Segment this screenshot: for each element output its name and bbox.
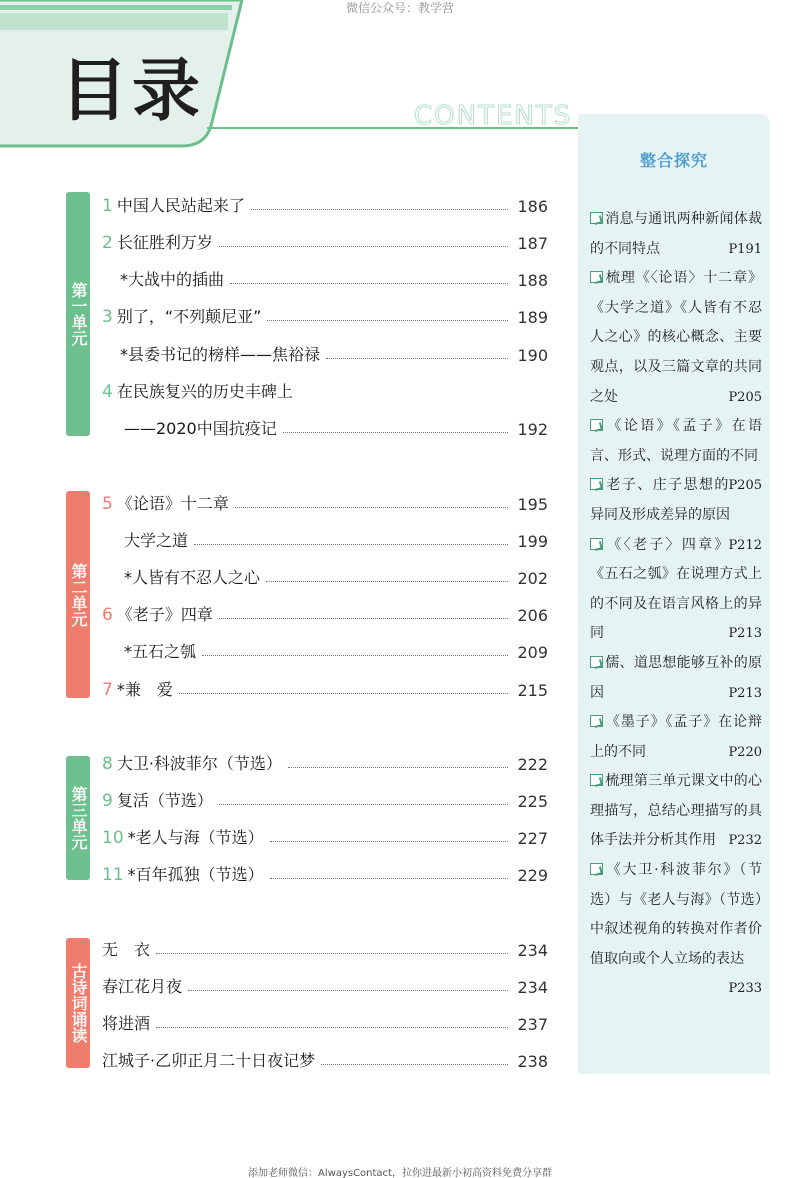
toc-entry[interactable] bbox=[102, 264, 548, 290]
integration-item[interactable] bbox=[590, 264, 762, 412]
toc-entry[interactable] bbox=[102, 488, 548, 514]
toc-leader bbox=[321, 1064, 508, 1065]
checkbox-icon bbox=[590, 271, 603, 283]
toc-leader bbox=[266, 581, 508, 582]
page-title: 目录 bbox=[60, 52, 205, 131]
toc-page: 186 bbox=[517, 197, 548, 216]
toc-leader bbox=[219, 804, 508, 805]
checkbox-icon bbox=[590, 538, 603, 550]
toc-leader bbox=[251, 209, 508, 210]
toc-title: 在民族复兴的历史丰碑上 bbox=[116, 382, 293, 401]
toc-leader bbox=[156, 1027, 508, 1028]
toc-leader bbox=[156, 953, 508, 954]
toc-leader bbox=[283, 432, 508, 433]
checkbox-icon bbox=[590, 478, 603, 490]
toc-number: 10 bbox=[102, 828, 124, 848]
unit-label-3: 第三单元 bbox=[66, 756, 90, 880]
toc-page: 187 bbox=[517, 234, 548, 253]
integration-item[interactable] bbox=[590, 708, 762, 767]
toc-number: 9 bbox=[102, 791, 113, 811]
toc-number: 3 bbox=[102, 307, 113, 327]
toc-title: 大卫·科波菲尔（节选） bbox=[116, 754, 282, 773]
unit-label-2: 第二单元 bbox=[66, 491, 90, 698]
toc-entry[interactable] bbox=[102, 748, 548, 774]
toc-page: 209 bbox=[517, 643, 548, 662]
integration-item[interactable] bbox=[590, 767, 762, 856]
toc-leader bbox=[219, 246, 508, 247]
toc-page: 229 bbox=[517, 866, 548, 885]
toc-leader bbox=[267, 320, 508, 321]
toc-entry[interactable] bbox=[102, 525, 548, 551]
toc-entry[interactable] bbox=[102, 859, 548, 885]
checkbox-icon bbox=[590, 774, 603, 786]
toc-leader bbox=[270, 878, 508, 879]
toc-title: 复活（节选） bbox=[116, 791, 213, 810]
toc-entry[interactable] bbox=[102, 376, 548, 402]
integration-item-page: P213 bbox=[728, 685, 762, 701]
toc-entry[interactable] bbox=[102, 190, 548, 216]
toc-title: 大学之道 bbox=[124, 531, 189, 550]
integration-item-text: 消息与通讯两种新闻体裁的不同特点 bbox=[590, 211, 762, 257]
toc-number: 1 bbox=[102, 196, 113, 216]
integration-item-text: 梳理第三单元课文中的心理描写，总结心理描写的具体手法并分析其作用 bbox=[590, 773, 762, 849]
toc-number: 7 bbox=[102, 680, 113, 700]
integration-item-text: 《论语》《孟子》在语言、形式、说理方面的不同 bbox=[590, 418, 762, 464]
toc-leader bbox=[288, 767, 508, 768]
toc-title: *兼 爱 bbox=[116, 680, 173, 699]
toc-entry[interactable] bbox=[102, 934, 548, 960]
contents-subtitle: CONTENTS bbox=[414, 101, 573, 131]
integration-item-text: 《〈老子〉四章》《五石之瓠》在说理方式上的不同及在语言风格上的异同 bbox=[590, 536, 762, 642]
integration-item-text: 儒、道思想能够互补的原因 bbox=[590, 654, 762, 701]
toc-title: ——2020中国抗疫记 bbox=[124, 419, 277, 438]
integration-item-text: 老子、庄子思想的异同及形成差异的原因 bbox=[590, 477, 730, 523]
integration-item[interactable] bbox=[590, 412, 762, 494]
toc-entry[interactable] bbox=[102, 599, 548, 625]
integration-item-page: P205 bbox=[728, 389, 762, 405]
integration-item[interactable] bbox=[590, 649, 762, 708]
top-watermark: 微信公众号：教学营 bbox=[345, 1, 454, 15]
toc-title: *人皆有不忍人之心 bbox=[124, 568, 261, 587]
toc-entry[interactable] bbox=[102, 1008, 548, 1034]
toc-title: 将进酒 bbox=[102, 1014, 151, 1033]
toc-title: *五石之瓠 bbox=[124, 642, 197, 661]
integration-item-page: P232 bbox=[728, 833, 762, 849]
toc-page: 192 bbox=[517, 420, 548, 439]
toc-page: 195 bbox=[517, 495, 548, 514]
toc-number: 8 bbox=[102, 754, 113, 774]
toc-leader bbox=[219, 618, 508, 619]
toc-leader bbox=[235, 507, 508, 508]
integration-item-page: P205 bbox=[728, 478, 762, 494]
toc-page: 234 bbox=[517, 941, 548, 960]
toc-page: 227 bbox=[517, 829, 548, 848]
toc-entry[interactable] bbox=[102, 1045, 548, 1071]
toc-title: *县委书记的榜样——焦裕禄 bbox=[120, 345, 321, 364]
integration-item[interactable] bbox=[590, 205, 762, 264]
toc-title: 中国人民站起来了 bbox=[116, 196, 245, 215]
toc-entry[interactable] bbox=[102, 339, 548, 365]
toc-number: 4 bbox=[102, 382, 113, 402]
integration-item-text: 梳理《〈论语〉十二章》《大学之道》《人皆有不忍人之心》的核心概念、主要观点，以及三篇文章的共同之处 bbox=[590, 270, 762, 405]
toc-page: 189 bbox=[517, 308, 548, 327]
toc-entry[interactable] bbox=[102, 301, 548, 327]
toc-page: 222 bbox=[517, 755, 548, 774]
integration-item-page: P220 bbox=[728, 744, 762, 760]
toc-title: 春江花月夜 bbox=[102, 977, 183, 996]
toc-entry[interactable] bbox=[102, 636, 548, 662]
integration-item-page: P213 bbox=[728, 626, 762, 642]
unit-label-4: 古诗词诵读 bbox=[66, 938, 90, 1068]
toc-page: 237 bbox=[517, 1015, 548, 1034]
toc-title: 江城子·乙卯正月二十日夜记梦 bbox=[102, 1051, 316, 1070]
checkbox-icon bbox=[590, 863, 603, 875]
integration-list bbox=[590, 205, 762, 1004]
integration-item-page: P191 bbox=[728, 241, 762, 257]
toc-title: 《论语》十二章 bbox=[116, 494, 229, 513]
toc-page: 188 bbox=[517, 271, 548, 290]
integration-item-page: P233 bbox=[728, 981, 762, 997]
integration-item-text: 《墨子》《孟子》在论辩上的不同 bbox=[590, 714, 762, 760]
toc-leader bbox=[230, 283, 508, 284]
integration-item[interactable] bbox=[590, 856, 762, 997]
toc-title: *大战中的插曲 bbox=[120, 270, 225, 289]
toc-leader bbox=[188, 990, 508, 991]
checkbox-icon bbox=[590, 212, 603, 224]
toc-title: *老人与海（节选） bbox=[127, 828, 264, 847]
toc-page: 190 bbox=[517, 346, 548, 365]
toc-page: 225 bbox=[517, 792, 548, 811]
toc-entry[interactable] bbox=[102, 413, 548, 439]
toc-page: 202 bbox=[517, 569, 548, 588]
integration-panel-title: 整合探究 bbox=[639, 151, 708, 170]
toc-page: 215 bbox=[517, 681, 548, 700]
toc-entry[interactable] bbox=[102, 562, 548, 588]
toc-entry[interactable] bbox=[102, 971, 548, 997]
toc-entry[interactable] bbox=[102, 785, 548, 811]
integration-item-text: 《大卫·科波菲尔》（节选）与《老人与海》（节选）中叙述视角的转换对作者价值取向或个人立场的表达 bbox=[590, 862, 762, 967]
checkbox-icon bbox=[590, 419, 603, 431]
toc-entry[interactable] bbox=[102, 227, 548, 253]
checkbox-icon bbox=[590, 715, 603, 727]
toc-leader bbox=[179, 693, 508, 694]
checkbox-icon bbox=[590, 656, 603, 668]
toc-number: 2 bbox=[102, 233, 113, 253]
toc-page: 238 bbox=[517, 1052, 548, 1071]
toc-leader bbox=[202, 655, 508, 656]
toc-number: 6 bbox=[102, 605, 113, 625]
toc-page: 206 bbox=[517, 606, 548, 625]
toc-title: 无 衣 bbox=[102, 940, 151, 959]
toc-leader bbox=[326, 358, 508, 359]
toc-page: 234 bbox=[517, 978, 548, 997]
toc-leader bbox=[270, 841, 508, 842]
toc-title: *百年孤独（节选） bbox=[127, 865, 264, 884]
bottom-watermark: 添加老师微信：AlwaysContact，拉你进最新小初高资料免费分享群 bbox=[248, 1168, 552, 1178]
toc-leader bbox=[194, 544, 508, 545]
integration-item-page: P212 bbox=[728, 537, 762, 553]
toc-title: 《老子》四章 bbox=[116, 605, 213, 624]
toc-number: 5 bbox=[102, 494, 113, 514]
unit-label-1: 第一单元 bbox=[66, 192, 90, 436]
toc-entry[interactable] bbox=[102, 674, 548, 700]
toc-page: 199 bbox=[517, 532, 548, 551]
toc-title: 别了，“不列颠尼亚” bbox=[116, 307, 262, 326]
toc-number: 11 bbox=[102, 865, 124, 885]
toc-title: 长征胜利万岁 bbox=[116, 233, 213, 252]
toc-entry[interactable] bbox=[102, 822, 548, 848]
